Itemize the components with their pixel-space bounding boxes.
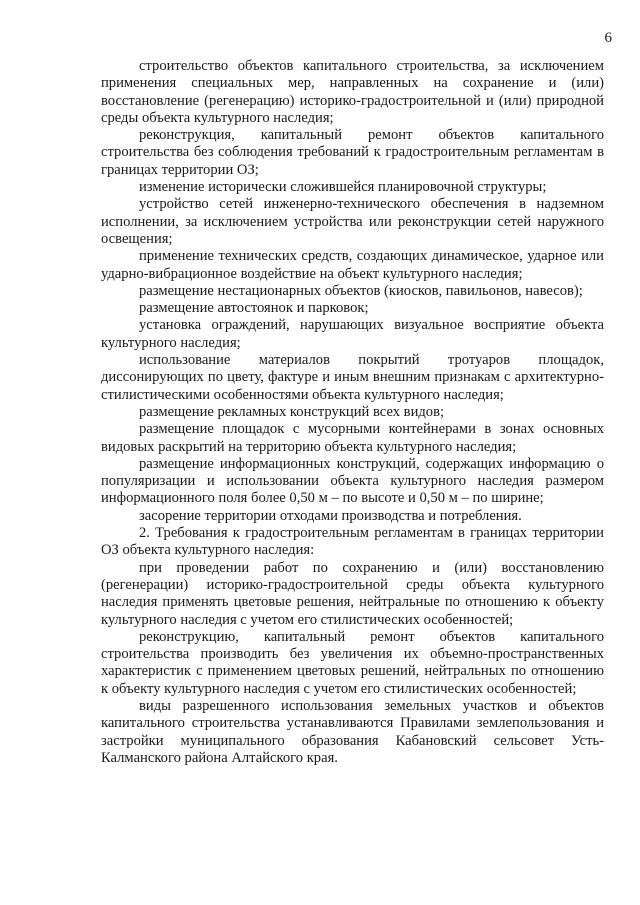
- paragraph-parking: размещение автостоянок и парковок;: [139, 300, 369, 317]
- paragraph-reconstruction-ban: реконструкция, капитальный ремонт объектов капитального строительства без соблюдения требований к градостроительным регламентам в границах территории ОЗ;: [101, 127, 604, 178]
- paragraph-paving-materials: использование материалов покрытий тротуаров площадок, диссонирующих по цвету, фактуре и иным внешним признакам с архитектурно-стилистическими особенностями объекта культурного наследия;: [101, 352, 604, 403]
- paragraph-engineering-networks: устройство сетей инженерно-технического обеспечения в надземном исполнении, за исключением устройства или реконструкции сетей наружного освещения;: [101, 196, 604, 247]
- paragraph-permitted-use: виды разрешенного использования земельных участков и объектов капитального строительства устанавливаются Правилами землепользования и застройки муниципального образования Кабановский сельсовет Усть-Калманского района Алтайского края.: [101, 697, 604, 766]
- paragraph-info-structures: размещение информационных конструкций, содержащих информацию о популяризации и использовании объекта культурного наследия размером информационного поля более 0,50 м – по высоте и 0,50 м – по ширине;: [101, 455, 604, 507]
- paragraph-fences: установка ограждений, нарушающих визуальное восприятие объекта культурного наследия;: [101, 317, 604, 351]
- paragraph-planning-structure: изменение исторически сложившейся планировочной структуры;: [139, 179, 547, 196]
- paragraph-capital-construction-ban: строительство объектов капитального строительства, за исключением применения специальных мер, направленных на сохранение и (или) восстановление (регенерацию) историко-градостроительной и (или) природной среды объекта культурного наследия;: [101, 58, 604, 126]
- paragraph-color-solutions: при проведении работ по сохранению и (или) восстановлению (регенерации) историко-градостроительной среды объекта культурного наследия применять цветовые решения, нейтральные по отношению к объекту культурного наследия с учетом его стилистических особенностей;: [101, 559, 604, 628]
- paragraph-dynamic-impact: применение технических средств, создающих динамическое, ударное или ударно-вибрационное воздействие на объект культурного наследия;: [101, 248, 604, 282]
- paragraph-waste-containers: размещение площадок с мусорными контейнерами в зонах основных видовых раскрытий на территорию объекта культурного наследия;: [101, 421, 604, 455]
- section-heading-regulations: 2. Требования к градостроительным регламентам в границах территории ОЗ объекта культурного наследия:: [101, 525, 604, 559]
- paragraph-littering: засорение территории отходами производства и потребления.: [139, 507, 522, 524]
- paragraph-reconstruction-rules: реконструкцию, капитальный ремонт объектов капитального строительства производить без увеличения их объемно-пространственных характеристик с применением цветовых решений, нейтральных по отношению к объекту культурного наследия с учетом его стилистических особенностей;: [101, 628, 604, 697]
- paragraph-non-stationary-objects: размещение нестационарных объектов (киосков, павильонов, навесов);: [139, 282, 583, 299]
- paragraph-advertising: размещение рекламных конструкций всех видов;: [139, 403, 445, 420]
- page-number: 6: [604, 30, 612, 46]
- document-body: [101, 58, 604, 767]
